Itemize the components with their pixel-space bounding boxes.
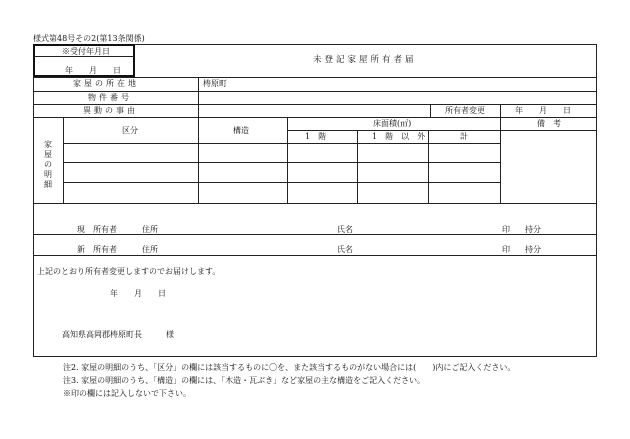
- addressee-honorific: 様: [166, 330, 174, 339]
- note-2: 注2. 家屋の明細のうち、「区分」の欄には該当するものに〇を、また該当するものがない場合には( )内にご記入ください。: [63, 363, 516, 372]
- current-owner-label: 現 所有者: [77, 225, 117, 234]
- reason-label: 異動の事由: [83, 106, 138, 115]
- new-owner-label: 新 所有者: [77, 245, 117, 254]
- submit-date: 年 月 日: [110, 289, 166, 298]
- form-title: 未登記家屋所有者届: [313, 55, 417, 65]
- property-number-label: 物件番号: [88, 93, 132, 102]
- current-owner-name-label: 氏名: [337, 225, 353, 234]
- receipt-label: ※受付年月日: [62, 47, 110, 56]
- declaration-text: 上記のとおり所有者変更しますのでお届けします。: [37, 267, 221, 276]
- form-number: 様式第48号その2(第13条関係): [33, 34, 145, 43]
- col-remarks: 備 考: [537, 119, 561, 128]
- col-floor1: 1 階: [305, 132, 327, 141]
- note-3: 注3. 家屋の明細のうち、「構造」の欄には、「木造・瓦ぶき」など家屋の主な構造をご記入ください。: [63, 376, 426, 385]
- current-owner-address-label: 住所: [142, 225, 158, 234]
- house-details-vertical-label: 家 屋 の 明 細: [44, 140, 52, 189]
- new-owner-address-label: 住所: [142, 245, 158, 254]
- col-structure: 構造: [233, 126, 249, 135]
- current-owner-seal: 印: [502, 225, 510, 234]
- col-floor-area: 床面積(㎡): [373, 119, 412, 128]
- current-owner-share-label: 持分: [525, 225, 541, 234]
- col-category: 区分: [122, 126, 138, 135]
- new-owner-seal: 印: [502, 245, 510, 254]
- owner-change-label: 所有者変更: [445, 106, 485, 115]
- addressee: 高知県高岡郡梼原町長: [62, 330, 142, 339]
- receipt-date: 年 月 日: [65, 66, 121, 75]
- col-total: 計: [460, 132, 468, 141]
- location-label: 家屋の所在地: [73, 79, 139, 88]
- location-value: 梼原町: [203, 79, 227, 88]
- note-asterisk: ※印の欄には記入しないで下さい。: [63, 389, 191, 398]
- new-owner-share-label: 持分: [525, 245, 541, 254]
- owner-change-date: 年 月 日: [515, 106, 571, 115]
- col-other-floors: 1 階 以 外: [372, 132, 426, 141]
- new-owner-name-label: 氏名: [337, 245, 353, 254]
